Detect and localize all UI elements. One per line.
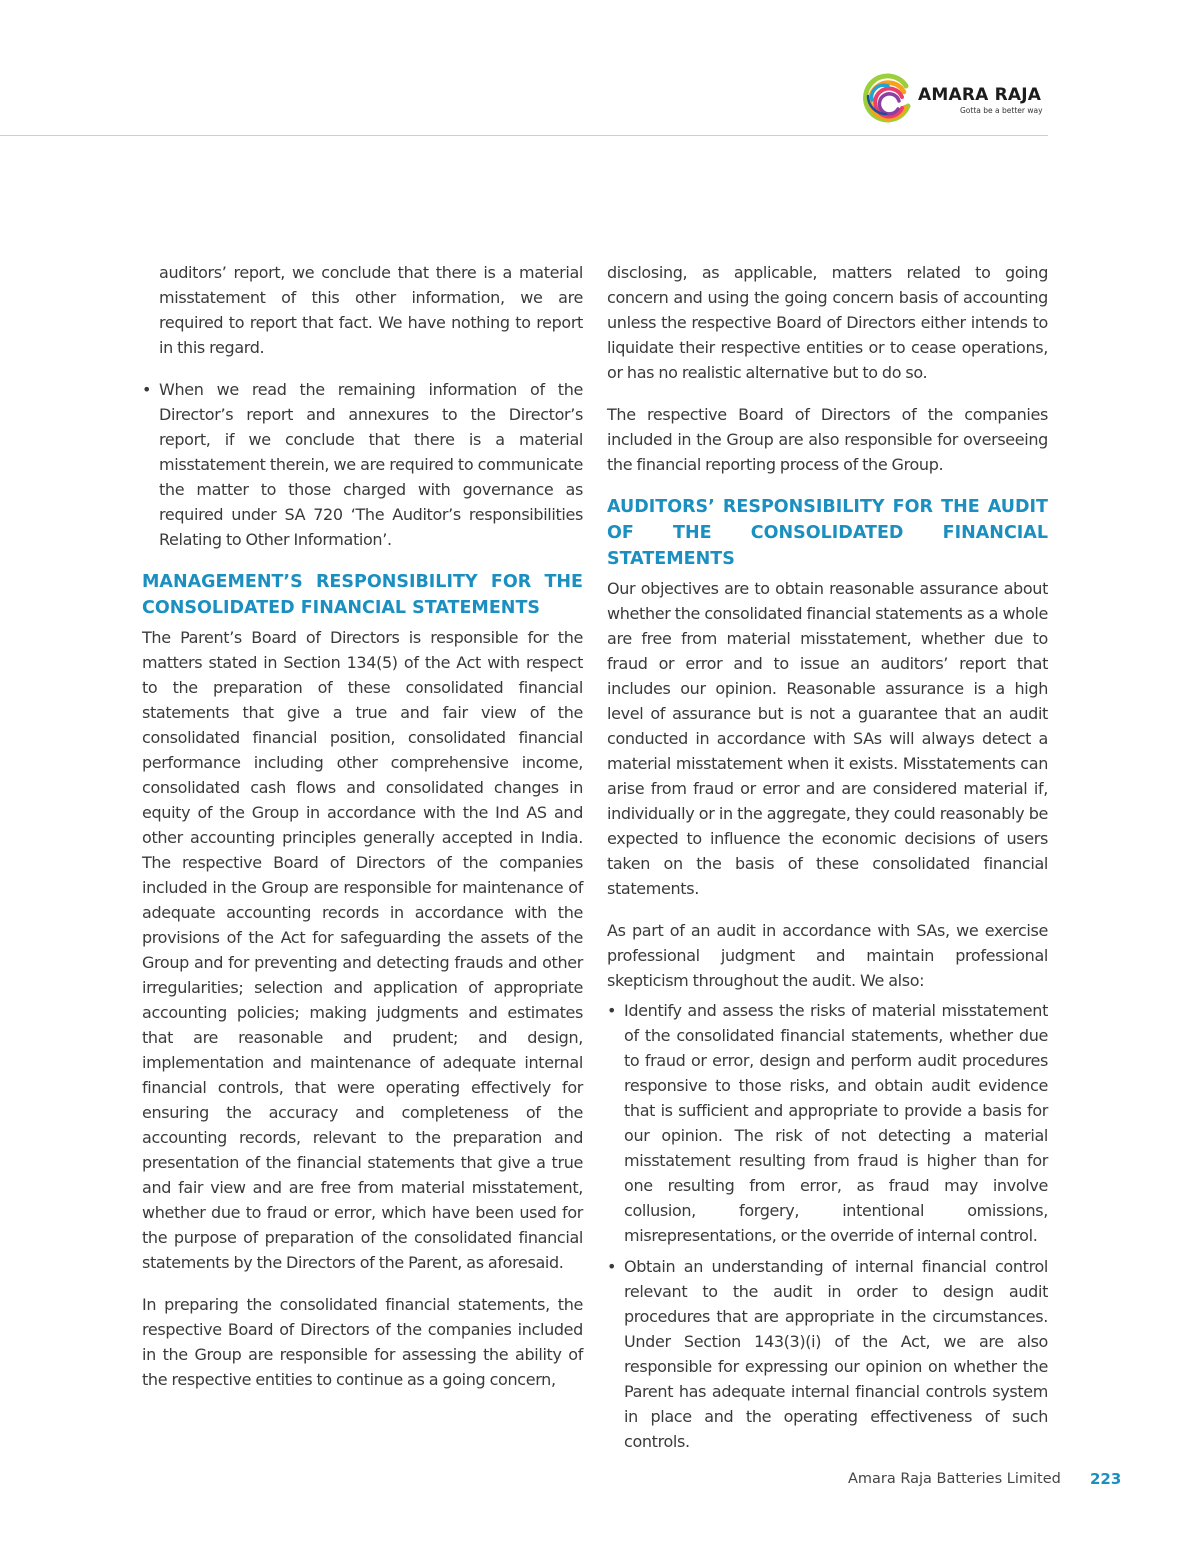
left-bullet-item: • When we read the remaining information of the Director’s report and annexures to the Director’s report, if we conclude that there is a material misstatement therein, we are required to communicate the matter to those charged with governance as required under SA 720 ‘The Auditor’s responsibilities Relating to Other Information’. [142, 377, 583, 552]
left-continued-paragraph: auditors’ report, we conclude that there is a material misstatement of this other information, we are required to report that fact. We have nothing to report in this regard. [159, 263, 583, 357]
brand-logo [858, 70, 1053, 126]
brand-name: AMARA RAJA [918, 85, 1042, 105]
management-responsibility-heading: MANAGEMENT’S RESPONSIBILITY FOR THE CONSOLIDATED FINANCIAL STATEMENTS [142, 572, 583, 618]
page-number: 223 [1090, 1470, 1122, 1488]
left-column [142, 260, 583, 1392]
management-paragraph-1: The Parent’s Board of Directors is responsible for the matters stated in Section 134(5) of the Act with respect to the preparation of these consolidated financial statements that give a true and fair view of the consolidated financial position, consolidated financial performance including other comprehensive income, consolidated cash flows and consolidated changes in equity of the Group in accordance with the Ind AS and other accounting principles generally accepted in India. The respective Board of Directors of the companies included in the Group are responsible for maintenance of adequate accounting records in accordance with the provisions of the Act for safeguarding the assets of the Group and for preventing and detecting frauds and other irregularities; selection and application of appropriate accounting policies; making judgments and estimates that are reasonable and prudent; and design, implementation and maintenance of adequate internal financial controls, that were operating effectively for ensuring the accuracy and completeness of the accounting records, relevant to the preparation and presentation of the financial statements that give a true and fair view and are free from material misstatement, whether due to fraud or error, which have been used for the purpose of preparation of the consolidated financial statements by the Directors of the Parent, as aforesaid. [142, 628, 583, 1272]
audit-process-paragraph: As part of an audit in accordance with SAs, we exercise professional judgment and maintain professional skepticism throughout the audit. We also: [607, 921, 1048, 990]
brand-tagline: Gotta be a better way [960, 106, 1043, 115]
header-divider [0, 135, 1048, 136]
footer-company-name: Amara Raja Batteries Limited [848, 1471, 1061, 1487]
logo-swirl-icon [858, 70, 916, 126]
right-column [607, 260, 1048, 1454]
objectives-paragraph: Our objectives are to obtain reasonable assurance about whether the consolidated financial statements as a whole are free from material misstatement, whether due to fraud or error and to issue an auditors’ report that includes our opinion. Reasonable assurance is a high level of assurance but is not a guarantee that an audit conducted in accordance with SAs will always detect a material misstatement when it exists. Misstatements can arise from fraud or error and are considered material if, individually or in the aggregate, they could reasonably be expected to influence the economic decisions of users taken on the basis of these consolidated financial statements. [607, 579, 1048, 898]
auditors-responsibility-heading: AUDITORS’ RESPONSIBILITY FOR THE AUDIT OF THE CONSOLIDATED FINANCIAL STATEMENTS [607, 497, 1048, 569]
oversight-paragraph: The respective Board of Directors of the companies included in the Group are also responsible for overseeing the financial reporting process of the Group. [607, 405, 1048, 474]
right-bullet-item-2: • Obtain an understanding of internal financial control relevant to the audit in order to design audit procedures that are appropriate in the circumstances. Under Section 143(3)(i) of the Act, we are also responsible for expressing our opinion on whether the Parent has adequate internal financial controls system in place and the operating effectiveness of such controls. [607, 1254, 1048, 1454]
right-bullet-item-1: • Identify and assess the risks of material misstatement of the consolidated financial statements, whether due to fraud or error, design and perform audit procedures responsive to those risks, and obtain audit evidence that is sufficient and appropriate to provide a basis for our opinion. The risk of not detecting a material misstatement resulting from fraud is higher than for one resulting from error, as fraud may involve collusion, forgery, intentional omissions, misrepresentations, or the override of internal control. [607, 998, 1048, 1248]
right-continued-paragraph: disclosing, as applicable, matters related to going concern and using the going concern basis of accounting unless the respective Board of Directors either intends to liquidate their respective entities or to cease operations, or has no realistic alternative but to do so. [607, 263, 1048, 382]
management-paragraph-2: In preparing the consolidated financial statements, the respective Board of Directors of the companies included in the Group are responsible for assessing the ability of the respective entities to continue as a going concern, [142, 1295, 583, 1389]
